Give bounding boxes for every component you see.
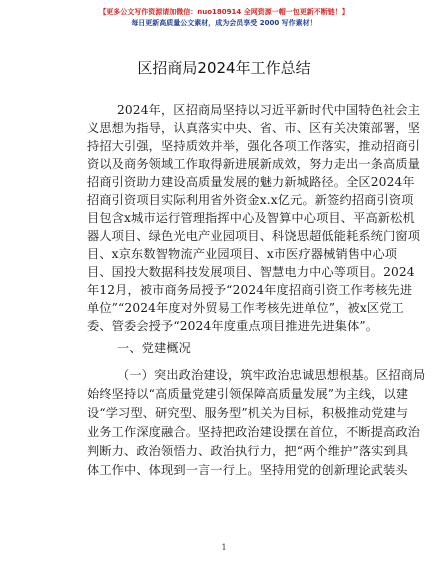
promo-banner-line-2: 每日更新高质量公文素材，成为会员享受 2000 写作素材！ bbox=[131, 19, 317, 27]
document-title: 区招商局2024年工作总结 bbox=[137, 59, 311, 77]
promo-banner-line-1: 【更多公文写作资源请加微信：nuo180914 全网资源一帽一包更新不断链！】 bbox=[99, 8, 349, 16]
page-number: 1 bbox=[221, 543, 227, 552]
